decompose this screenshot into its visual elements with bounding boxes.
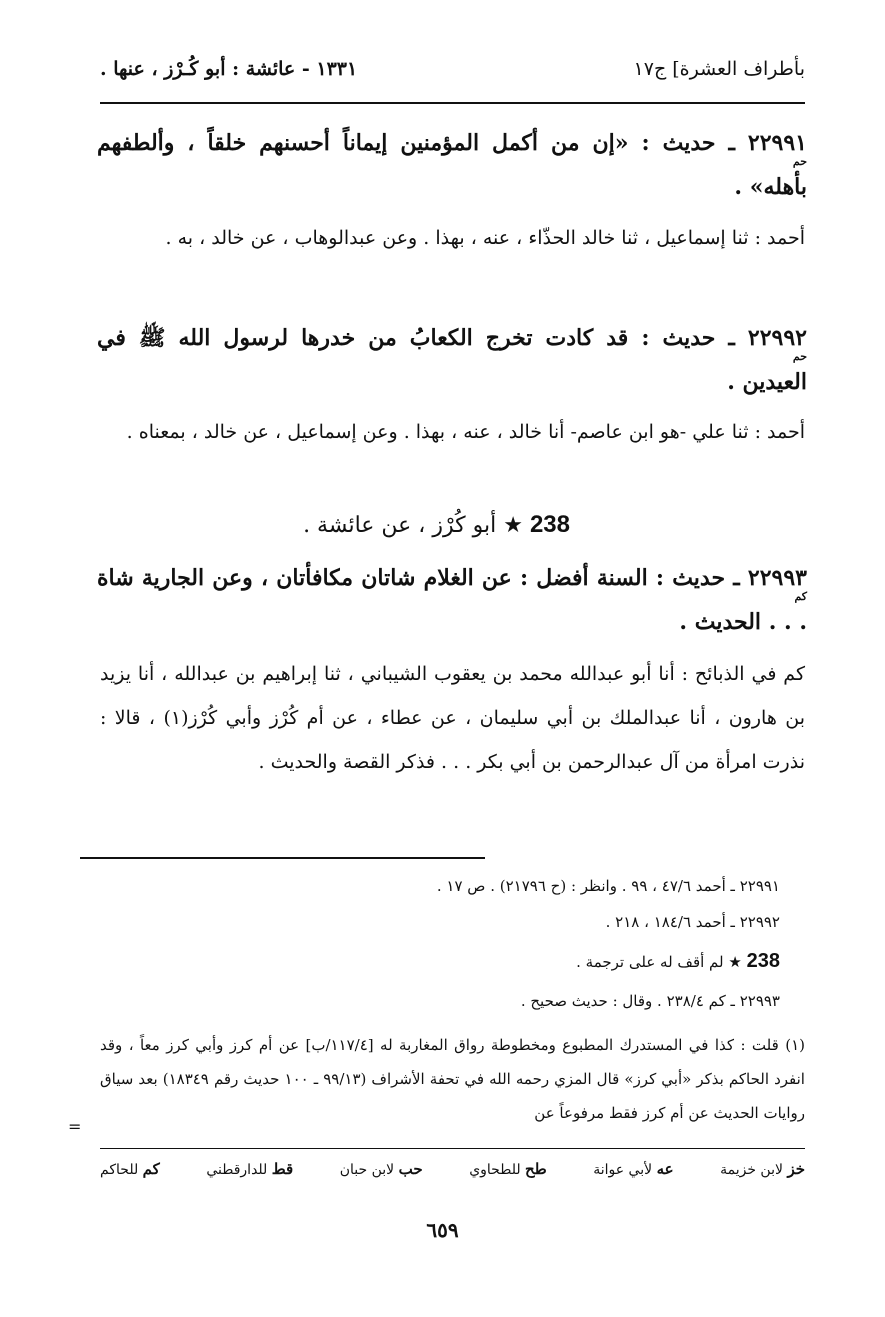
footnote-22991: ٢٢٩٩١ ـ أحمد ٤٧/٦ ، ٩٩ . وانظر : (ح ٢١٧٩٦) . ص ١٧ .	[436, 877, 780, 895]
abbreviation-item: طح للطحاوي	[469, 1160, 547, 1178]
narrator-name: أبو كُرْز ، عن عائشة .	[303, 513, 497, 538]
hadith-isnad-22991: أحمد : ثنا إسماعيل ، ثنا خالد الحذّاء ، عنه ، بهذا . وعن عبدالوهاب ، عن خالد ، به .	[165, 227, 805, 249]
footnote-22993: ٢٢٩٩٣ ـ كم ٢٣٨/٤ . وقال : حديث صحيح .	[520, 992, 780, 1010]
footnote-22992: ٢٢٩٩٢ ـ أحمد ١٨٤/٦ ، ٢١٨ .	[605, 913, 780, 931]
star-icon: ★	[503, 513, 523, 538]
abbreviation-item: قط للدارقطني	[206, 1160, 294, 1178]
abbreviations-legend	[100, 1160, 805, 1178]
hadith-title-22991: ٢٢٩٩١ ـ حديث : «إن من أكمل المؤمنين إيماناً أحسنهم خلقاً ، وألطفهم بأهله» .	[97, 130, 807, 200]
abbreviations-rule	[100, 1148, 805, 1149]
header-rule	[100, 102, 805, 104]
footnote-narrator-number: 238	[746, 950, 780, 972]
source-symbol: كم	[794, 590, 807, 603]
source-symbol: حم	[792, 350, 807, 363]
footnote-rule	[80, 857, 485, 859]
hadith-title-22993: ٢٢٩٩٣ ـ حديث : السنة أفضل : عن الغلام شاتان مكافأتان ، وعن الجارية شاة . . . الحديث .	[97, 565, 807, 635]
abbreviation-item: خز لابن خزيمة	[720, 1160, 805, 1178]
footnote-note-1: (١) قلت : كذا في المستدرك المطبوع ومخطوطة رواق المغاربة له [١١٧/٤/ب] عن أم كرز وأبي كرز معاً ، وقد انفرد الحاكم بذكر «أبي كرز» قال المزي رحمه الله في تحفة الأشراف (٩٩/١٣ ـ ١٠٠ حديث رقم ١٨٣٤٩) بعد سياق روايات الحديث عن أم كرز فقط مرفوعاً عن	[100, 1036, 805, 1122]
hadith-isnad-22993: كم في الذبائح : أنا أبو عبدالله محمد بن يعقوب الشيباني ، ثنا إبراهيم بن عبدالله ، أنا يزيد بن هارون ، أنا عبدالملك بن أبي سليمان ، عن عطاء ، عن أم كُرْز وأبي كُرْز(١) ، قالا : نذرت امرأة من آل عبدالرحمن بن أبي بكر . . . فذكر القصة والحديث .	[100, 663, 805, 773]
narrator-number: 238	[529, 511, 570, 538]
abbreviation-item: كم للحاكم	[100, 1160, 160, 1178]
running-header-section: ١٣٣١ - عائشة : أبو كُـرْز ، عنها .	[100, 58, 358, 80]
abbreviation-item: عه لأبي عوانة	[593, 1160, 674, 1178]
hadith-isnad-22992: أحمد : ثنا علي -هو ابن عاصم- أنا خالد ، عنه ، بهذا . وعن إسماعيل ، عن خالد ، بمعناه .	[126, 421, 805, 443]
abbreviation-item: حب لابن حبان	[339, 1160, 423, 1178]
continuation-mark: =	[68, 1117, 82, 1136]
footnote-narrator	[576, 944, 780, 979]
running-header-title: بأطراف العشرة] ج١٧	[633, 58, 805, 80]
narrator-heading	[303, 507, 570, 544]
footnote-narrator-text: لم أقف له على ترجمة .	[576, 953, 724, 971]
star-icon: ★	[728, 953, 742, 971]
source-symbol: حم	[792, 155, 807, 168]
page-number: ٦٥٩	[426, 1218, 459, 1242]
hadith-title-22992: ٢٢٩٩٢ ـ حديث : قد كادت تخرج الكعابُ من خدرها لرسول الله ﷺ في العيدين .	[97, 325, 807, 395]
